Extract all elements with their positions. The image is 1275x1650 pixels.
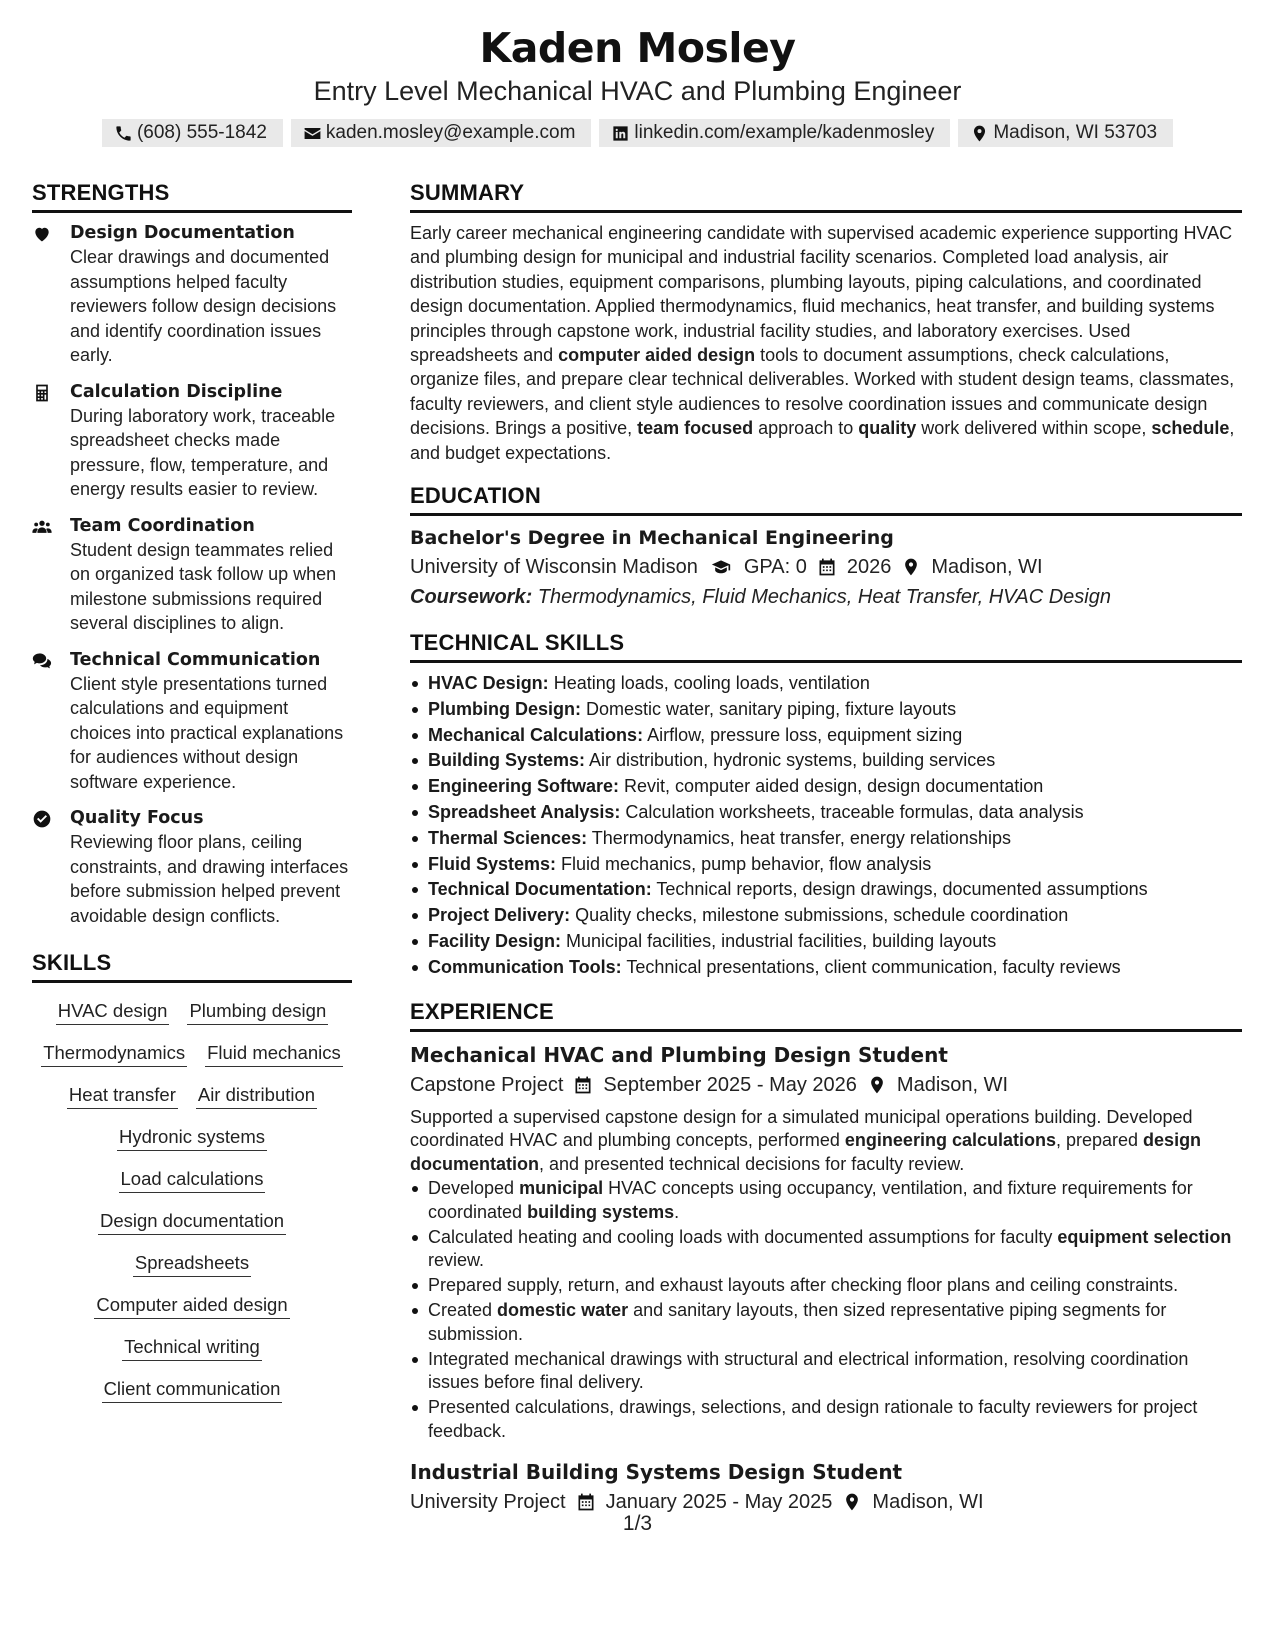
contact-location[interactable] xyxy=(958,119,1173,147)
job-title: Mechanical HVAC and Plumbing Design Student xyxy=(410,1042,948,1067)
skill-tag: Plumbing design xyxy=(187,997,328,1025)
linkedin-icon xyxy=(611,124,630,143)
list-item: Plumbing Design: Domestic water, sanitary piping, fixture layouts xyxy=(410,697,1242,723)
job-organization: Capstone Project xyxy=(410,1073,564,1096)
strength-item xyxy=(32,221,352,368)
skill-tag: Fluid mechanics xyxy=(205,1039,343,1067)
strength-description: Reviewing floor plans, ceiling constraints, and drawing interfaces before submission helped prevent avoidable design conflicts. xyxy=(70,832,349,926)
map-pin-icon xyxy=(970,124,989,143)
experience-heading: EXPERIENCE xyxy=(410,995,1242,1032)
strength-item xyxy=(32,648,352,795)
job-dates: September 2025 - May 2026 xyxy=(603,1073,857,1096)
strength-description: Clear drawings and documented assumptions helped faculty reviewers follow design decisions and identify coordination issues early. xyxy=(70,247,337,365)
contact-linkedin-text: linkedin.com/example/kadenmosley xyxy=(634,122,935,143)
job-location: Madison, WI xyxy=(872,1491,984,1514)
strength-title: Technical Communication xyxy=(70,649,321,670)
list-item: Facility Design: Municipal facilities, industrial facilities, building layouts xyxy=(410,929,1242,955)
check-circle-icon xyxy=(32,809,52,829)
technical-skills-list xyxy=(410,671,1242,981)
education-heading: EDUCATION xyxy=(410,479,1242,516)
strength-item xyxy=(32,806,352,928)
map-pin-icon xyxy=(867,1075,887,1095)
gpa: GPA: 0 xyxy=(743,556,807,579)
contact-linkedin[interactable] xyxy=(599,119,950,147)
strengths-heading: STRENGTHS xyxy=(32,176,352,213)
phone-icon xyxy=(114,124,133,143)
job-organization: University Project xyxy=(410,1491,566,1514)
envelope-icon xyxy=(303,124,322,143)
job-description: Supported a supervised capstone design for a simulated municipal operations building. Developed coordinated HVAC and plumbing concepts, performed engineering calculations, prepared design documentation, and presented technical decisions for faculty review. xyxy=(410,1106,1202,1174)
school-location: Madison, WI xyxy=(931,556,1043,579)
strength-title: Design Documentation xyxy=(70,223,295,243)
summary-heading: SUMMARY xyxy=(410,176,1242,213)
list-item: Technical Documentation: Technical reports, design drawings, documented assumptions xyxy=(410,877,1242,903)
contact-phone-text: (608) 555-1842 xyxy=(136,122,267,143)
education-meta xyxy=(410,552,1242,582)
list-item: Engineering Software: Revit, computer aided design, design documentation xyxy=(410,774,1242,800)
skill-tag: Heat transfer xyxy=(67,1081,178,1109)
skill-tag: Computer aided design xyxy=(94,1291,289,1319)
right-column xyxy=(410,176,1242,1517)
contact-phone[interactable] xyxy=(102,119,283,147)
page-number: 1/3 xyxy=(622,1512,653,1535)
list-item: Building Systems: Air distribution, hydronic systems, building services xyxy=(410,748,1242,774)
skills-tag-cloud xyxy=(32,997,352,1403)
list-item: Calculated heating and cooling loads with documented assumptions for faculty equipment selection review. xyxy=(410,1226,1242,1273)
skill-tag: Design documentation xyxy=(98,1207,286,1235)
list-item: HVAC Design: Heating loads, cooling loads, ventilation xyxy=(410,671,1242,697)
job-bullets xyxy=(410,1177,1242,1443)
skill-tag: Air distribution xyxy=(196,1081,317,1109)
skill-tag: Client communication xyxy=(102,1375,283,1403)
skill-tag: Technical writing xyxy=(122,1333,262,1361)
job-dates: January 2025 - May 2025 xyxy=(605,1491,833,1514)
skill-tag: HVAC design xyxy=(56,997,170,1025)
contact-email-text: kaden.mosley@example.com xyxy=(325,122,576,143)
left-column xyxy=(32,176,352,1517)
skill-tag: Spreadsheets xyxy=(133,1249,251,1277)
strength-description: During laboratory work, traceable spreadsheet checks made pressure, flow, temperature, and energy results easier to review. xyxy=(70,405,336,499)
strength-title: Quality Focus xyxy=(70,808,204,828)
list-item: Integrated mechanical drawings with structural and electrical information, resolving coordination issues before final delivery. xyxy=(410,1348,1242,1395)
list-item: Thermal Sciences: Thermodynamics, heat transfer, energy relationships xyxy=(410,826,1242,852)
map-pin-icon xyxy=(842,1492,862,1512)
candidate-title: Entry Level Mechanical HVAC and Plumbing Engineer xyxy=(313,76,962,106)
degree-title: Bachelor's Degree in Mechanical Engineering xyxy=(410,527,894,550)
coursework: Coursework: Thermodynamics, Fluid Mechanics, Heat Transfer, HVAC Design xyxy=(410,586,1111,609)
calendar-icon xyxy=(576,1492,596,1512)
skill-tag: Load calculations xyxy=(119,1165,266,1193)
calendar-icon xyxy=(817,557,837,577)
contact-bar xyxy=(0,119,1275,147)
list-item: Project Delivery: Quality checks, milestone submissions, schedule coordination xyxy=(410,903,1242,929)
resume-header xyxy=(0,0,1275,147)
graduation-cap-icon xyxy=(708,557,734,577)
calculator-icon xyxy=(32,383,52,403)
strength-title: Calculation Discipline xyxy=(70,381,283,402)
contact-email[interactable] xyxy=(291,119,592,147)
calendar-icon xyxy=(573,1075,593,1095)
skill-tag: Thermodynamics xyxy=(41,1039,187,1067)
school-name: University of Wisconsin Madison xyxy=(410,556,698,579)
strength-description: Client style presentations turned calculations and equipment choices into practical explanations for audiences without design software experience. xyxy=(70,673,344,792)
users-icon xyxy=(32,517,52,537)
strength-title: Team Coordination xyxy=(70,515,255,536)
skills-heading: SKILLS xyxy=(32,946,352,983)
list-item: Fluid Systems: Fluid mechanics, pump behavior, flow analysis xyxy=(410,852,1242,878)
list-item: Mechanical Calculations: Airflow, pressure loss, equipment sizing xyxy=(410,723,1242,749)
summary-text: Early career mechanical engineering candidate with supervised academic experience supporting HVAC and plumbing design for municipal and industrial facility scenarios. Completed load analysis, air distribution studies, equipment comparisons, plumbing layouts, piping calculations, and coordinated design documentation. Applied thermodynamics, fluid mechanics, heat transfer, and building systems principles through capstone work, industrial facility studies, and laboratory exercises. Used spreadsheets and computer aided design tools to document assumptions, check calculations, organize files, and prepare clear technical deliverables. Worked with student design teams, classmates, faculty reviewers, and client style audiences to resolve coordination issues and communicate design decisions. Brings a positive, team focused approach to quality work delivered within scope, schedule, and budget expectations. xyxy=(410,223,1235,463)
list-item: Presented calculations, drawings, selections, and design rationale to faculty reviewers for project feedback. xyxy=(410,1396,1242,1443)
comments-icon xyxy=(32,651,52,671)
heart-icon xyxy=(32,224,52,244)
contact-location-text: Madison, WI 53703 xyxy=(993,122,1158,143)
candidate-name: Kaden Mosley xyxy=(479,24,796,72)
list-item: Developed municipal HVAC concepts using occupancy, ventilation, and fixture requirements for coordinated building systems. xyxy=(410,1177,1242,1224)
skill-tag: Hydronic systems xyxy=(117,1123,267,1151)
strength-item xyxy=(32,514,352,636)
graduation-year: 2026 xyxy=(846,556,892,579)
list-item: Prepared supply, return, and exhaust layouts after checking floor plans and ceiling constraints. xyxy=(410,1274,1242,1298)
resume-body xyxy=(32,176,1243,1517)
strength-description: Student design teammates relied on organized task follow up when milestone submissions required several disciplines to align. xyxy=(70,539,337,633)
list-item: Communication Tools: Technical presentations, client communication, faculty reviews xyxy=(410,955,1242,981)
map-pin-icon xyxy=(901,557,921,577)
list-item: Spreadsheet Analysis: Calculation worksheets, traceable formulas, data analysis xyxy=(410,800,1242,826)
job-meta xyxy=(410,1070,1242,1100)
list-item: Created domestic water and sanitary layouts, then sized representative piping segments for submission. xyxy=(410,1299,1242,1346)
strength-item xyxy=(32,380,352,502)
technical-skills-heading: TECHNICAL SKILLS xyxy=(410,626,1242,663)
job-location: Madison, WI xyxy=(896,1073,1009,1096)
job-title: Industrial Building Systems Design Student xyxy=(410,1460,903,1485)
